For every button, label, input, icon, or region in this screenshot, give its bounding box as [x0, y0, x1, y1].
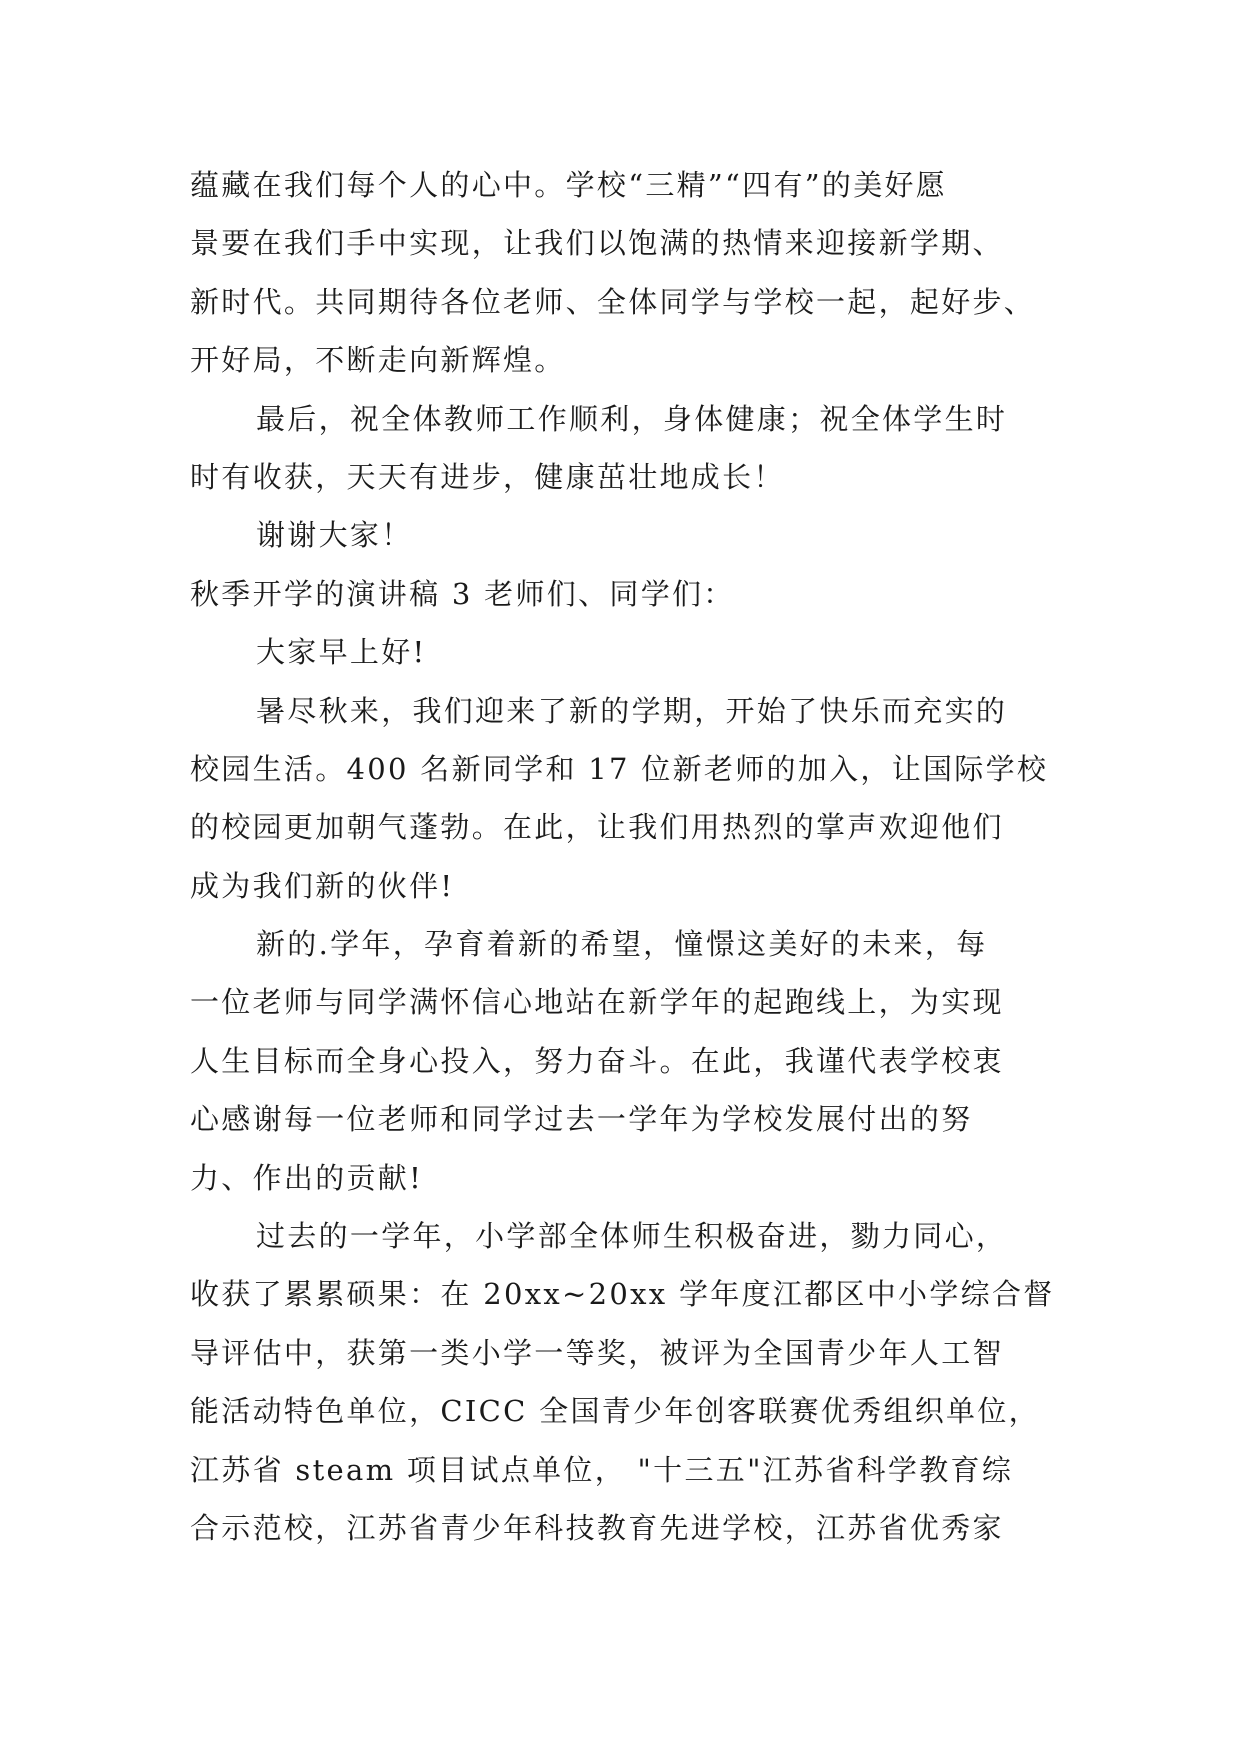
text-line: 江苏省 steam 项目试点单位， "十三五"江苏省科学教育综 [190, 1452, 1014, 1487]
section-heading: 秋季开学的演讲稿 3 老师们、同学们： [190, 576, 735, 611]
text-line: 新的.学年，孕育着新的希望，憧憬这美好的未来，每 [256, 927, 988, 962]
document-body [190, 156, 1070, 1557]
text-line: 蕴藏在我们每个人的心中。学校“三精”“四有”的美好愿 [190, 168, 948, 202]
text-line: 心感谢每一位老师和同学过去一学年为学校发展付出的努 [190, 1102, 973, 1137]
text-line: 能活动特色单位，CICC 全国青少年创客联赛优秀组织单位， [190, 1394, 1040, 1429]
text-line: 成为我们新的伙伴! [190, 868, 455, 903]
text-line: 过去的一学年，小学部全体师生积极奋进，勠力同心， [256, 1219, 1008, 1254]
text-line: 景要在我们手中实现，让我们以饱满的热情来迎接新学期、 [190, 226, 1004, 261]
text-line: 合示范校，江苏省青少年科技教育先进学校，江苏省优秀家 [190, 1510, 1004, 1545]
text-line: 最后，祝全体教师工作顺利，身体健康；祝全体学生时 [256, 401, 1008, 436]
text-line: 校园生活。400 名新同学和 17 位新老师的加入，让国际学校 [190, 751, 1049, 786]
text-line: 的校园更加朝气蓬勃。在此，让我们用热烈的掌声欢迎他们 [190, 810, 1004, 845]
text-line: 谢谢大家！ [256, 518, 413, 553]
text-line: 一位老师与同学满怀信心地站在新学年的起跑线上，为实现 [190, 985, 1004, 1020]
text-line: 大家早上好! [256, 635, 427, 670]
text-line: 人生目标而全身心投入，努力奋斗。在此，我谨代表学校衷 [190, 1043, 1004, 1078]
text-line: 收获了累累硕果：在 20xx~20xx 学年度江都区中小学综合督 [190, 1277, 1055, 1312]
text-line: 开好局，不断走向新辉煌。 [190, 343, 566, 378]
text-line: 导评估中，获第一类小学一等奖，被评为全国青少年人工智 [190, 1335, 1004, 1370]
text-line: 时有收获，天天有进步，健康茁壮地成长！ [190, 459, 785, 494]
text-line: 力、作出的贡献! [190, 1160, 424, 1195]
text-line: 暑尽秋来，我们迎来了新的学期，开始了快乐而充实的 [256, 693, 1008, 728]
text-line: 新时代。共同期待各位老师、全体同学与学校一起，起好步、 [190, 284, 1036, 319]
